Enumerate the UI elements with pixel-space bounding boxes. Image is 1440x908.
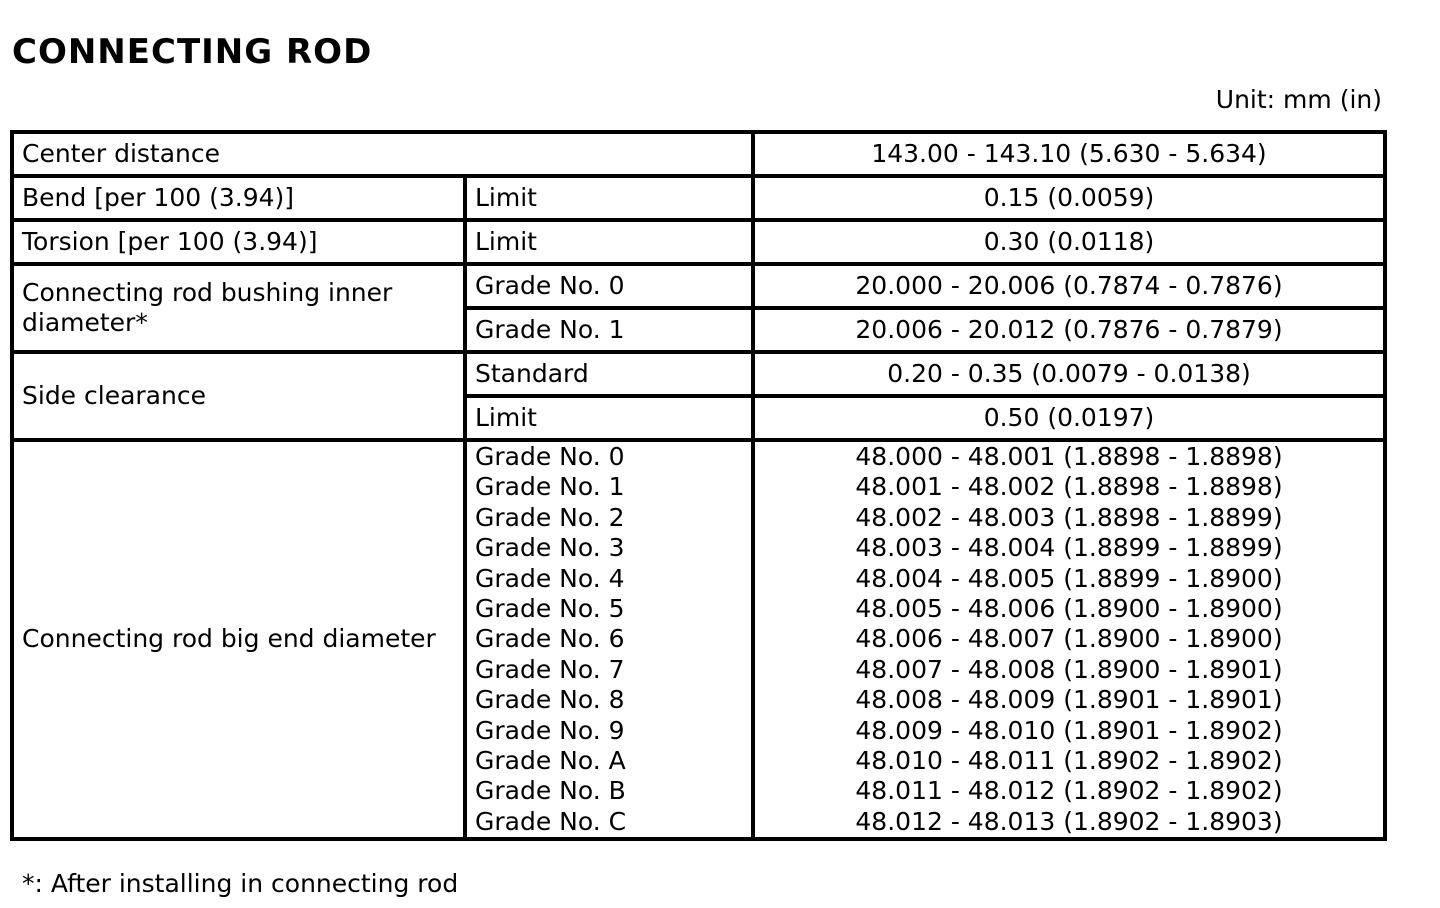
grade-label: Grade No. 3	[475, 533, 625, 563]
grade-label: Grade No. C	[475, 806, 627, 836]
grade-value: 48.010 - 48.011 (1.8902 - 1.8902)	[855, 746, 1283, 776]
table-row-big-end	[12, 440, 1385, 839]
row-label: Torsion [per 100 (3.94)]	[12, 220, 465, 264]
row-value: 20.000 - 20.006 (0.7874 - 0.7876)	[753, 264, 1385, 308]
spec-table	[10, 130, 1387, 841]
table-row-torsion	[12, 220, 1385, 264]
row-sub-label: Standard	[465, 352, 753, 396]
row-label: Connecting rod big end diameter	[12, 440, 465, 839]
grade-value: 48.004 - 48.005 (1.8899 - 1.8900)	[855, 563, 1283, 593]
grade-value: 48.011 - 48.012 (1.8902 - 1.8902)	[855, 776, 1283, 806]
row-value: 0.50 (0.0197)	[753, 396, 1385, 440]
row-sub-label: Grade No. 1	[465, 308, 753, 352]
grade-label: Grade No. 1	[475, 472, 625, 502]
row-value: 0.20 - 0.35 (0.0079 - 0.0138)	[753, 352, 1385, 396]
table-row-bushing-grade-0	[12, 264, 1385, 308]
grade-value: 48.001 - 48.002 (1.8898 - 1.8898)	[855, 472, 1283, 502]
grade-label: Grade No. B	[475, 776, 626, 806]
page-title: CONNECTING ROD	[12, 32, 373, 72]
grade-label: Grade No. 5	[475, 594, 625, 624]
table-row-center-distance	[12, 132, 1385, 176]
row-label: Side clearance	[12, 352, 465, 440]
grade-value: 48.012 - 48.013 (1.8902 - 1.8903)	[855, 806, 1283, 836]
row-label: Bend [per 100 (3.94)]	[12, 176, 465, 220]
row-label: Connecting rod bushing inner diameter*	[12, 264, 465, 352]
row-value: 20.006 - 20.012 (0.7876 - 0.7879)	[753, 308, 1385, 352]
grade-value: 48.000 - 48.001 (1.8898 - 1.8898)	[855, 442, 1283, 471]
grade-value: 48.007 - 48.008 (1.8900 - 1.8901)	[855, 654, 1283, 684]
grade-label: Grade No. 8	[475, 685, 625, 715]
table-row-bend	[12, 176, 1385, 220]
grade-label: Grade No. 4	[475, 563, 625, 593]
grade-value: 48.006 - 48.007 (1.8900 - 1.8900)	[855, 624, 1283, 654]
grade-value: 48.002 - 48.003 (1.8898 - 1.8899)	[855, 502, 1283, 532]
grade-value-list	[753, 440, 1385, 839]
row-sub-label: Grade No. 0	[465, 264, 753, 308]
row-sub-label: Limit	[465, 176, 753, 220]
grade-label: Grade No. 7	[475, 654, 625, 684]
grade-value: 48.005 - 48.006 (1.8900 - 1.8900)	[855, 594, 1283, 624]
row-sub-label: Limit	[465, 220, 753, 264]
grade-value: 48.008 - 48.009 (1.8901 - 1.8901)	[855, 685, 1283, 715]
row-value: 143.00 - 143.10 (5.630 - 5.634)	[753, 132, 1385, 176]
row-sub-label: Limit	[465, 396, 753, 440]
grade-label: Grade No. A	[475, 746, 626, 776]
table-row-side-clearance-standard	[12, 352, 1385, 396]
unit-label: Unit: mm (in)	[1215, 85, 1382, 114]
grade-label: Grade No. 6	[475, 624, 625, 654]
row-value: 0.30 (0.0118)	[753, 220, 1385, 264]
grade-value: 48.009 - 48.010 (1.8901 - 1.8902)	[855, 715, 1283, 745]
row-value: 0.15 (0.0059)	[753, 176, 1385, 220]
grade-label: Grade No. 0	[475, 442, 625, 471]
row-label: Center distance	[12, 132, 753, 176]
footnote: *: After installing in connecting rod	[22, 869, 459, 898]
grade-label: Grade No. 9	[475, 715, 625, 745]
grade-label: Grade No. 2	[475, 502, 625, 532]
grade-value: 48.003 - 48.004 (1.8899 - 1.8899)	[855, 533, 1283, 563]
grade-list	[465, 440, 753, 839]
